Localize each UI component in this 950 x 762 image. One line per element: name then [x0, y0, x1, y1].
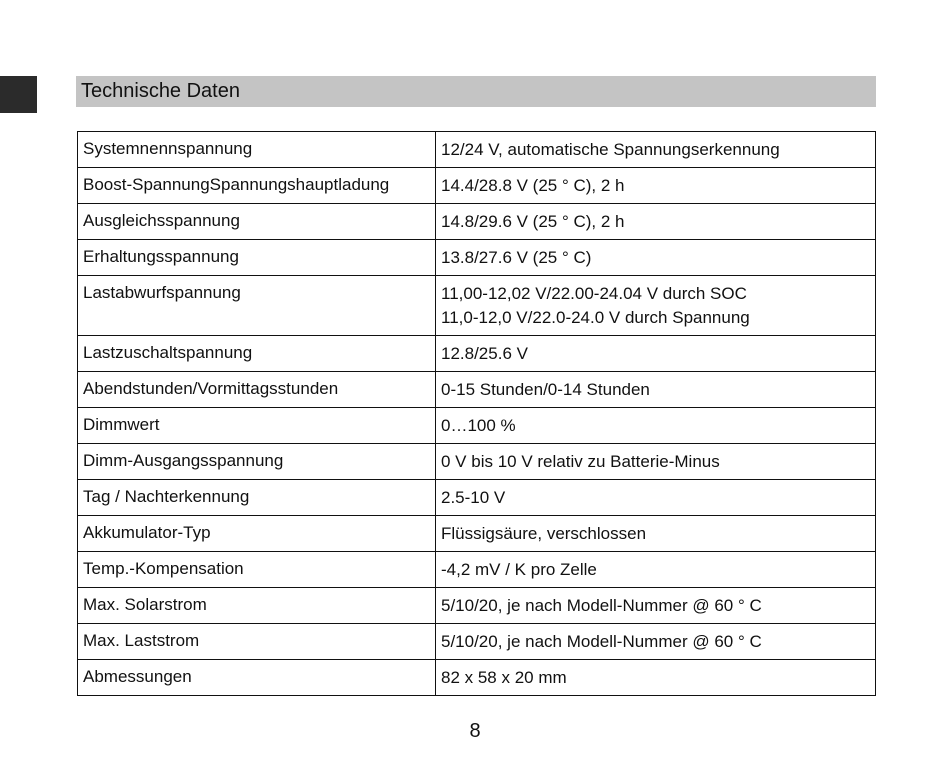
spec-value-line: 12/24 V, automatische Spannungserkennung [441, 140, 780, 159]
spec-label: Abendstunden/Vormittagsstunden [78, 372, 436, 408]
spec-value-line: 82 x 58 x 20 mm [441, 668, 567, 687]
spec-row [78, 204, 876, 240]
spec-label: Dimmwert [78, 408, 436, 444]
spec-label: Ausgleichsspannung [78, 204, 436, 240]
spec-value [436, 444, 876, 480]
spec-value [436, 168, 876, 204]
spec-label: Tag / Nachterkennung [78, 480, 436, 516]
spec-value-line: 11,0-12,0 V/22.0-24.0 V durch Spannung [441, 308, 750, 327]
spec-label: Abmessungen [78, 660, 436, 696]
spec-row [78, 516, 876, 552]
spec-value [436, 132, 876, 168]
spec-value [436, 624, 876, 660]
spec-row [78, 588, 876, 624]
spec-value-line: 11,00-12,02 V/22.00-24.04 V durch SOC [441, 284, 747, 303]
spec-row [78, 240, 876, 276]
spec-value [436, 480, 876, 516]
spec-label: Dimm-Ausgangsspannung [78, 444, 436, 480]
spec-row [78, 276, 876, 336]
spec-label: Boost-SpannungSpannungshauptladung [78, 168, 436, 204]
spec-value [436, 240, 876, 276]
spec-row [78, 480, 876, 516]
spec-value-line: 5/10/20, je nach Modell-Nummer @ 60 ° C [441, 596, 762, 615]
page-number: 8 [469, 720, 481, 742]
spec-label: Max. Laststrom [78, 624, 436, 660]
spec-value [436, 516, 876, 552]
spec-row [78, 408, 876, 444]
spec-value-line: 0…100 % [441, 416, 516, 435]
section-title: Technische Daten [81, 80, 240, 102]
spec-row [78, 624, 876, 660]
section-header [76, 76, 876, 107]
spec-value-line: 0-15 Stunden/0-14 Stunden [441, 380, 650, 399]
spec-label: Temp.-Kompensation [78, 552, 436, 588]
spec-value-line: 5/10/20, je nach Modell-Nummer @ 60 ° C [441, 632, 762, 651]
spec-value-line: 0 V bis 10 V relativ zu Batterie-Minus [441, 452, 720, 471]
page-tab-marker [0, 76, 37, 113]
spec-table [77, 131, 876, 696]
spec-label: Erhaltungsspannung [78, 240, 436, 276]
spec-value [436, 204, 876, 240]
spec-row [78, 132, 876, 168]
spec-value-line: 12.8/25.6 V [441, 344, 528, 363]
spec-row [78, 552, 876, 588]
spec-value-line: 14.4/28.8 V (25 ° C), 2 h [441, 176, 625, 195]
spec-value [436, 552, 876, 588]
spec-label: Max. Solarstrom [78, 588, 436, 624]
spec-value [436, 408, 876, 444]
spec-value [436, 336, 876, 372]
spec-label: Akkumulator-Typ [78, 516, 436, 552]
spec-value-line: Flüssigsäure, verschlossen [441, 524, 647, 543]
spec-label: Lastzuschaltspannung [78, 336, 436, 372]
spec-value-line: 13.8/27.6 V (25 ° C) [441, 248, 592, 267]
spec-value-line: -4,2 mV / K pro Zelle [441, 560, 597, 579]
spec-label: Lastabwurfspannung [78, 276, 436, 336]
spec-value-line: 14.8/29.6 V (25 ° C), 2 h [441, 212, 625, 231]
spec-row [78, 660, 876, 696]
spec-row [78, 444, 876, 480]
spec-row [78, 336, 876, 372]
spec-row [78, 168, 876, 204]
spec-label: Systemnennspannung [78, 132, 436, 168]
spec-value [436, 372, 876, 408]
spec-row [78, 372, 876, 408]
spec-value [436, 660, 876, 696]
spec-value-line: 2.5-10 V [441, 488, 506, 507]
spec-value [436, 276, 876, 336]
spec-value [436, 588, 876, 624]
